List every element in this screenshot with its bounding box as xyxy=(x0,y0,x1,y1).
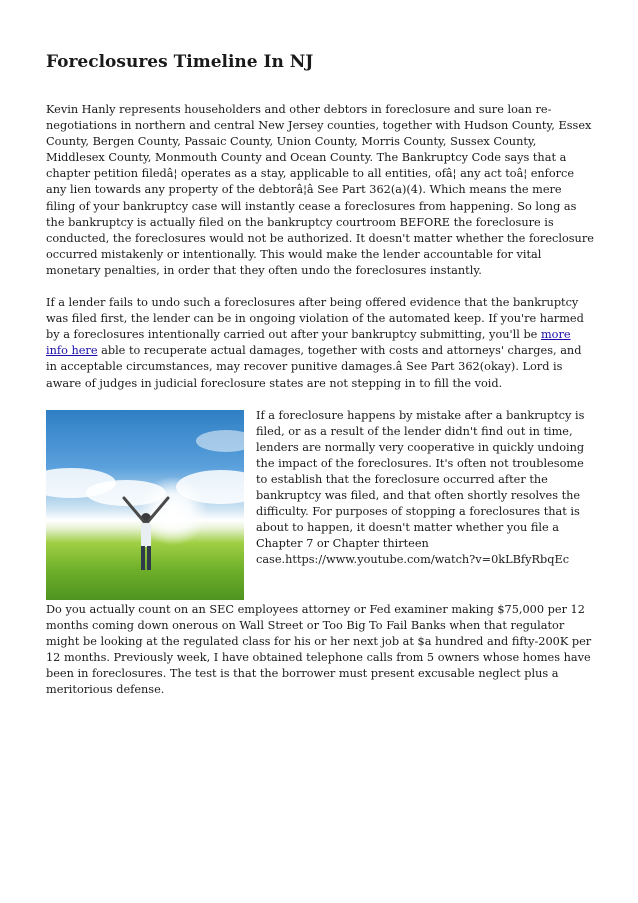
paragraph-text-after-link: able to recuperate actual damages, together with costs and attorneys' charges, and in acceptable circumstances, may recover punitive damages.â See Part 362(okay). Lord is aware of judges in judicial foreclosure states are not stepping in to fill the void. xyxy=(46,344,582,390)
more-info-link[interactable]: more info here xyxy=(46,328,571,358)
man-silhouette-icon xyxy=(46,410,244,600)
man-in-field-photo xyxy=(46,410,244,600)
paragraph-text-before-link: If a lender fails to undo such a foreclosures after being offered evidence that the bankruptcy was filed first, the lender can be in ongoing violation of the automated keep. If you're harmed by a foreclosures intentionally carried out after your bankruptcy submitting, you'll be xyxy=(46,296,584,342)
paragraph-mistaken-foreclosure: If a foreclosure happens by mistake after a bankruptcy is filed, or as a result of the lender didn't find out in time, lenders are normally very cooperative in quickly undoing the impact of the foreclosures. It's often not troublesome to establish that the foreclosure occurred after the bankruptcy was filed, and that often shortly resolves the difficulty. For purposes of stopping a foreclosures that is about to happen, it doesn't matter whether you file a Chapter 7 or Chapter thirteen case.https://www.youtube.com/watch?v=0kLBfyRbqEc xyxy=(256,408,585,567)
paragraph-lender-violation xyxy=(46,295,594,392)
paragraph-regulators: Do you actually count on an SEC employees attorney or Fed examiner making $75,000 per 12 months coming down onerous on Wall Street or Too Big To Fail Banks when that regulator might be looking at the regulated class for his or her next job at $a hundred and fifty-200K per 12 months. Previously week, I have obtained telephone calls from 5 owners whose homes have been in foreclosures. The test is that the borrower must present excusable neglect plus a meritorious defense. xyxy=(46,602,592,697)
page-title: Foreclosures Timeline In NJ xyxy=(46,52,314,72)
paragraph-intro: Kevin Hanly represents householders and other debtors in foreclosure and sure loan re-negotiations in northern and central New Jersey counties, together with Hudson County, Essex County, Bergen County, Passaic County, Union County, Morris County, Sussex County, Middlesex County, Monmouth County and Ocean County. The Bankruptcy Code says that a chapter petition filedâ¦ operates as a stay, applicable to all entities, ofâ¦ any act toâ¦ enforce any lien towards any property of the debtorâ¦â See Part 362(a)(4). Which means the mere filing of your bankruptcy case will instantly cease a foreclosures from happening. So long as the bankruptcy is actually filed on the bankruptcy courtroom BEFORE the foreclosure is conducted, the foreclosures would not be authorized. It doesn't matter whether the foreclosure occurred mistakenly or intentionally. This would make the lender accountable for vital monetary penalties, in order that they often undo the foreclosures instantly. xyxy=(46,103,594,277)
